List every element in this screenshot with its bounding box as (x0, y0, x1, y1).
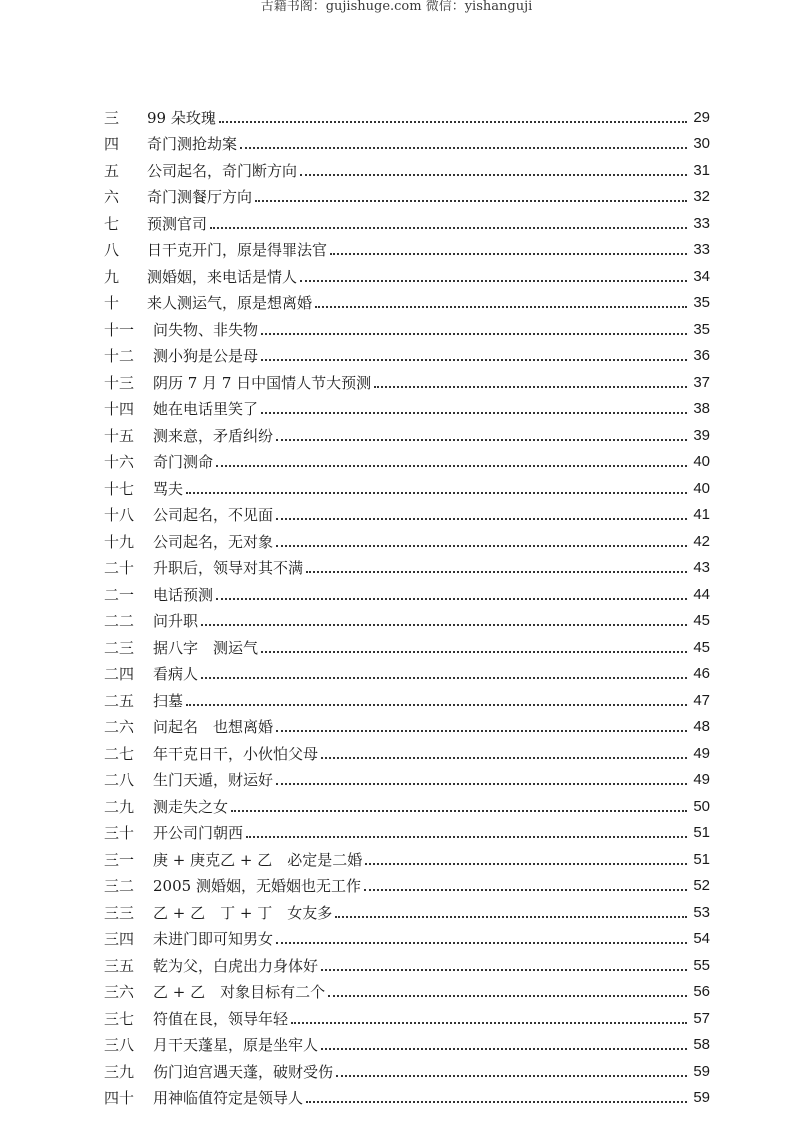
toc-entry-page: 51 (693, 850, 710, 868)
toc-entry[interactable] (104, 551, 710, 578)
toc-entry-title: 伤门迫宫遇天蓬，破财受伤 (153, 1062, 334, 1081)
toc-entry-page: 44 (693, 585, 710, 603)
toc-entry-number: 二一 (104, 585, 135, 604)
toc-entry[interactable] (104, 153, 710, 180)
toc-entry-number: 三四 (104, 930, 135, 948)
toc-entry-number: 五 (104, 161, 120, 180)
toc-entry-page: 35 (693, 294, 710, 311)
toc-entry-title: 奇门测命 (153, 453, 214, 471)
toc-entry[interactable] (104, 657, 710, 684)
toc-entry[interactable] (104, 816, 710, 843)
dot-leader (276, 438, 687, 441)
dot-leader (261, 650, 687, 653)
toc-entry-page: 34 (693, 267, 710, 285)
dot-leader (240, 146, 687, 149)
dot-leader (306, 570, 687, 573)
toc-entry-title: 测来意，矛盾纠纷 (153, 426, 274, 445)
toc-entry[interactable] (104, 445, 710, 472)
dot-leader (365, 862, 687, 865)
toc-entry-title: 测婚姻，来电话是情人 (147, 267, 298, 286)
toc-entry[interactable] (104, 1001, 710, 1028)
toc-entry-title: 日干克开门，原是得罪法官 (147, 241, 328, 259)
dot-leader (364, 888, 687, 891)
toc-entry-page: 37 (693, 373, 710, 391)
toc-entry-number: 二五 (104, 691, 135, 710)
toc-entry-page: 33 (693, 214, 710, 232)
toc-entry-title: 测走失之女 (153, 797, 229, 816)
toc-entry-page: 41 (693, 506, 710, 523)
toc-entry[interactable] (104, 1081, 710, 1108)
toc-entry[interactable] (104, 975, 710, 1002)
toc-entry-page: 36 (693, 347, 710, 364)
toc-entry-number: 二九 (104, 797, 135, 816)
toc-entry-title: 测小狗是公是母 (153, 347, 259, 365)
toc-entry-number: 十四 (104, 400, 135, 418)
toc-entry-title: 公司起名，无对象 (153, 532, 274, 551)
toc-entry-number: 四十 (104, 1089, 135, 1107)
toc-entry[interactable] (104, 736, 710, 763)
toc-entry-title: 乾为父，白虎出力身体好 (153, 956, 319, 975)
toc-entry[interactable] (104, 683, 710, 710)
toc-entry-title: 未进门即可知男女 (153, 930, 274, 948)
toc-entry-number: 十一 (104, 320, 135, 339)
toc-entry[interactable] (104, 418, 710, 445)
toc-entry-title: 升职后，领导对其不满 (153, 559, 304, 577)
dot-leader (306, 1100, 687, 1103)
toc-entry-title: 生门天遁，财运好 (153, 771, 274, 789)
dot-leader (315, 305, 687, 308)
toc-entry-number: 六 (104, 188, 120, 206)
toc-entry-title: 庚 + 庚克乙 + 乙 必定是二婚 (153, 850, 363, 869)
watermark-text: 古籍书阁：gujishuge.com 微信：yishanguji (260, 0, 533, 14)
dot-leader (210, 226, 687, 229)
toc-entry-page: 52 (693, 877, 710, 894)
dot-leader (246, 835, 687, 838)
toc-entry-page: 42 (693, 532, 710, 550)
toc-entry-title: 99 朵玫瑰 (147, 108, 216, 127)
toc-entry-title: 公司起名，不见面 (153, 506, 274, 524)
dot-leader (219, 120, 687, 123)
dot-leader (261, 332, 687, 335)
toc-entry[interactable] (104, 180, 710, 207)
toc-entry-number: 三 (104, 108, 120, 127)
toc-entry[interactable] (104, 869, 710, 896)
toc-entry-number: 二四 (104, 665, 135, 683)
toc-entry-title: 她在电话里笑了 (153, 400, 259, 418)
toc-entry-number: 二七 (104, 744, 135, 763)
toc-entry-number: 三七 (104, 1009, 135, 1028)
toc-entry[interactable] (104, 259, 710, 286)
toc-entry-page: 54 (693, 930, 710, 947)
toc-entry-title: 来人测运气，原是想离婚 (147, 294, 313, 312)
dot-leader (276, 544, 687, 547)
toc-entry-page: 56 (693, 983, 710, 1000)
toc-entry[interactable] (104, 233, 710, 260)
toc-entry-title: 乙 + 乙 对象目标有二个 (153, 983, 326, 1001)
toc-entry-page: 51 (693, 824, 710, 841)
dot-leader (261, 411, 687, 414)
toc-entry-title: 符值在艮，领导年轻 (153, 1009, 289, 1028)
toc-entry-number: 三一 (104, 850, 135, 869)
toc-entry[interactable] (104, 577, 710, 604)
toc-entry-title: 骂夫 (153, 479, 184, 498)
toc-entry-page: 45 (693, 612, 710, 629)
dot-leader (330, 252, 687, 255)
toc-entry-number: 十二 (104, 347, 135, 365)
toc-entry-page: 50 (693, 797, 710, 815)
toc-entry-title: 问失物、非失物 (153, 320, 259, 339)
toc-entry-page: 40 (693, 479, 710, 497)
toc-entry[interactable] (104, 524, 710, 551)
dot-leader (201, 676, 687, 679)
toc-entry[interactable] (104, 100, 710, 127)
toc-entry-page: 46 (693, 665, 710, 682)
toc-entry-title: 问起名 也想离婚 (153, 718, 274, 736)
toc-entry[interactable] (104, 763, 710, 790)
toc-entry-title: 据八字 测运气 (153, 638, 259, 657)
toc-entry-page: 58 (693, 1036, 710, 1053)
toc-entry[interactable] (104, 498, 710, 525)
toc-entry-number: 二十 (104, 559, 135, 577)
toc-entry-title: 看病人 (153, 665, 199, 683)
toc-entry[interactable] (104, 206, 710, 233)
toc-entry-title: 月干天蓬星，原是坐牢人 (153, 1036, 319, 1054)
dot-leader (321, 1047, 687, 1050)
toc-entry-number: 十 (104, 294, 120, 312)
toc-entry-number: 十五 (104, 426, 135, 445)
toc-entry[interactable] (104, 127, 710, 154)
toc-entry-number: 四 (104, 135, 120, 153)
toc-entry[interactable] (104, 392, 710, 419)
dot-leader (186, 703, 687, 706)
toc-entry[interactable] (104, 339, 710, 366)
toc-entry-page: 38 (693, 400, 710, 417)
toc-entry-title: 用神临值符定是领导人 (153, 1089, 304, 1107)
toc-entry[interactable] (104, 365, 710, 392)
toc-entry-number: 三十 (104, 824, 135, 842)
toc-entry[interactable] (104, 948, 710, 975)
toc-entry-page: 57 (693, 1009, 710, 1027)
dot-leader (276, 517, 687, 520)
dot-leader (300, 279, 687, 282)
toc-entry-number: 三三 (104, 903, 135, 922)
toc-entry-number: 十八 (104, 506, 135, 524)
toc-entry-number: 七 (104, 214, 120, 233)
toc-entry-page: 53 (693, 903, 710, 921)
dot-leader (261, 358, 687, 361)
toc-entry-title: 预测官司 (147, 214, 208, 233)
toc-entry[interactable] (104, 710, 710, 737)
toc-entry-title: 奇门测餐厅方向 (147, 188, 253, 206)
toc-entry-page: 55 (693, 956, 710, 974)
toc-entry[interactable] (104, 286, 710, 313)
toc-entry-page: 43 (693, 559, 710, 576)
toc-entry-number: 二二 (104, 612, 135, 630)
toc-entry[interactable] (104, 604, 710, 631)
toc-entry[interactable] (104, 842, 710, 869)
toc-entry-title: 2005 测婚姻，无婚姻也无工作 (153, 877, 361, 895)
dot-leader (255, 199, 687, 202)
toc-entry-title: 阴历 7 月 7 日中国情人节大预测 (153, 373, 372, 392)
toc-entry[interactable] (104, 789, 710, 816)
toc-entry-number: 十九 (104, 532, 135, 551)
dot-leader (291, 1021, 687, 1024)
toc-entry[interactable] (104, 471, 710, 498)
toc-entry-number: 十六 (104, 453, 135, 471)
toc-entry[interactable] (104, 1028, 710, 1055)
toc-entry-number: 九 (104, 267, 120, 286)
toc-entry-page: 35 (693, 320, 710, 338)
dot-leader (335, 915, 687, 918)
toc-entry-number: 二八 (104, 771, 135, 789)
dot-leader (321, 756, 687, 759)
toc-entry[interactable] (104, 1054, 710, 1081)
toc-entry-number: 十七 (104, 479, 135, 498)
toc-entry-page: 33 (693, 241, 710, 258)
dot-leader (300, 173, 687, 176)
toc-entry-title: 问升职 (153, 612, 199, 630)
dot-leader (276, 941, 687, 944)
dot-leader (186, 491, 687, 494)
toc-entry-number: 二三 (104, 638, 135, 657)
toc-entry[interactable] (104, 922, 710, 949)
dot-leader (321, 968, 687, 971)
toc-entry-number: 十三 (104, 373, 135, 392)
dot-leader (328, 994, 687, 997)
dot-leader (336, 1074, 687, 1077)
dot-leader (374, 385, 687, 388)
toc-entry-page: 59 (693, 1089, 710, 1106)
toc-entry-title: 乙 + 乙 丁 + 丁 女友多 (153, 903, 333, 922)
dot-leader (276, 729, 687, 732)
toc-entry-page: 29 (693, 108, 710, 126)
dot-leader (276, 782, 687, 785)
toc-entry[interactable] (104, 630, 710, 657)
toc-entry-page: 47 (693, 691, 710, 709)
dot-leader (216, 464, 687, 467)
toc-entry-number: 八 (104, 241, 120, 259)
toc-entry-number: 三九 (104, 1062, 135, 1081)
toc-entry-page: 30 (693, 135, 710, 152)
toc-entry-title: 扫墓 (153, 691, 184, 710)
dot-leader (201, 623, 687, 626)
toc-entry-page: 32 (693, 188, 710, 205)
toc-entry-number: 三八 (104, 1036, 135, 1054)
toc-entry-page: 40 (693, 453, 710, 470)
toc-entry[interactable] (104, 312, 710, 339)
toc-entry-page: 39 (693, 426, 710, 444)
toc-entry-page: 59 (693, 1062, 710, 1080)
toc-entry[interactable] (104, 895, 710, 922)
toc-entry-number: 三六 (104, 983, 135, 1001)
toc-entry-title: 奇门测抢劫案 (147, 135, 238, 153)
toc-entry-number: 三二 (104, 877, 135, 895)
toc-entry-title: 年干克日干，小伙怕父母 (153, 744, 319, 763)
dot-leader (216, 597, 687, 600)
toc-entry-number: 三五 (104, 956, 135, 975)
toc-entry-page: 48 (693, 718, 710, 735)
toc-entry-page: 49 (693, 744, 710, 762)
toc-entry-title: 公司起名，奇门断方向 (147, 161, 298, 180)
toc-entry-page: 31 (693, 161, 710, 179)
dot-leader (231, 809, 687, 812)
toc-entry-title: 开公司门朝西 (153, 824, 244, 842)
toc-entry-page: 49 (693, 771, 710, 788)
table-of-contents (104, 100, 710, 1107)
toc-entry-page: 45 (693, 638, 710, 656)
toc-entry-number: 二六 (104, 718, 135, 736)
toc-entry-title: 电话预测 (153, 585, 214, 604)
